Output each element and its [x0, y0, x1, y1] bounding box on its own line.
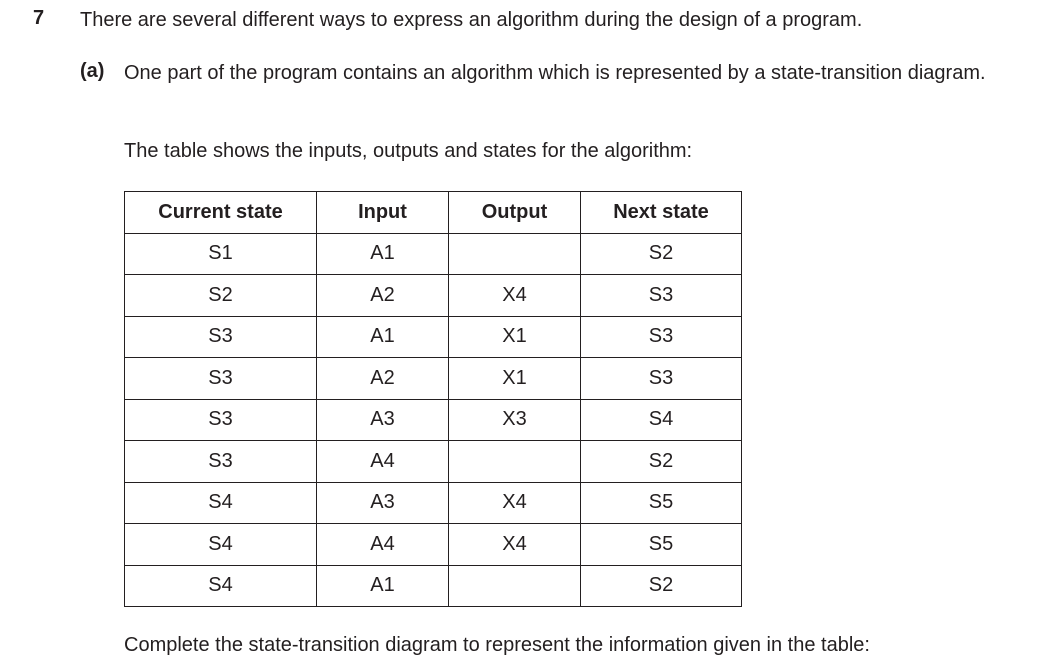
- table-header-row: [125, 192, 742, 234]
- cell-output: [449, 441, 581, 483]
- cell-next-state: S2: [581, 233, 742, 275]
- cell-output: X4: [449, 275, 581, 317]
- cell-output: X4: [449, 482, 581, 524]
- cell-input: A1: [317, 565, 449, 607]
- cell-next-state: S3: [581, 275, 742, 317]
- cell-next-state: S5: [581, 524, 742, 566]
- table-row: [125, 565, 742, 607]
- table-row: [125, 441, 742, 483]
- cell-input: A1: [317, 233, 449, 275]
- cell-current-state: S4: [125, 482, 317, 524]
- state-table: [124, 191, 742, 607]
- cell-current-state: S3: [125, 358, 317, 400]
- cell-input: A3: [317, 399, 449, 441]
- table-intro: The table shows the inputs, outputs and states for the algorithm:: [124, 140, 693, 162]
- instruction-text: Complete the state-transition diagram to represent the information given in the table:: [124, 634, 870, 656]
- cell-current-state: S2: [125, 275, 317, 317]
- cell-output: X1: [449, 358, 581, 400]
- cell-output: [449, 565, 581, 607]
- cell-next-state: S4: [581, 399, 742, 441]
- cell-current-state: S3: [125, 399, 317, 441]
- cell-current-state: S1: [125, 233, 317, 275]
- cell-input: A1: [317, 316, 449, 358]
- cell-output: X3: [449, 399, 581, 441]
- cell-next-state: S5: [581, 482, 742, 524]
- question-number: 7: [33, 7, 45, 29]
- cell-next-state: S3: [581, 316, 742, 358]
- cell-input: A2: [317, 358, 449, 400]
- table-row: [125, 399, 742, 441]
- header-next-state: Next state: [581, 192, 742, 234]
- table-row: [125, 233, 742, 275]
- cell-input: A3: [317, 482, 449, 524]
- part-text: One part of the program contains an algorithm which is represented by a state-transition diagram.: [124, 62, 986, 84]
- cell-output: X1: [449, 316, 581, 358]
- table-row: [125, 358, 742, 400]
- cell-next-state: S2: [581, 441, 742, 483]
- cell-current-state: S3: [125, 316, 317, 358]
- cell-output: [449, 233, 581, 275]
- table-row: [125, 275, 742, 317]
- cell-next-state: S2: [581, 565, 742, 607]
- cell-input: A4: [317, 524, 449, 566]
- cell-current-state: S4: [125, 565, 317, 607]
- table-row: [125, 482, 742, 524]
- cell-output: X4: [449, 524, 581, 566]
- cell-next-state: S3: [581, 358, 742, 400]
- header-current-state: Current state: [125, 192, 317, 234]
- part-label: (a): [80, 60, 105, 82]
- table-row: [125, 524, 742, 566]
- header-output: Output: [449, 192, 581, 234]
- cell-current-state: S4: [125, 524, 317, 566]
- question-text: There are several different ways to express an algorithm during the design of a program.: [80, 9, 863, 31]
- table-row: [125, 316, 742, 358]
- cell-input: A2: [317, 275, 449, 317]
- cell-current-state: S3: [125, 441, 317, 483]
- cell-input: A4: [317, 441, 449, 483]
- header-input: Input: [317, 192, 449, 234]
